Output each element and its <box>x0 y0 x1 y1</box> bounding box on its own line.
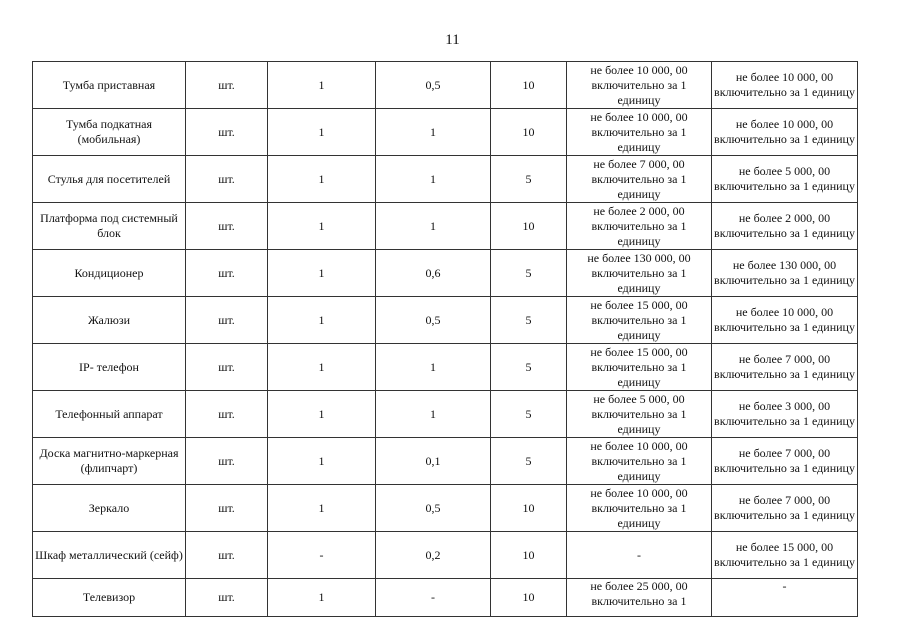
unit-cell-text: шт. <box>218 453 235 468</box>
service-life-cell <box>491 532 567 579</box>
quantity-cell-text: 1 <box>318 265 325 280</box>
unit-cell-text: шт. <box>218 590 235 604</box>
price-limit-cell-2-text: не более 7 000, 00 включительно за 1 единицу <box>714 446 855 475</box>
price-limit-cell-2-text: не более 10 000, 00 включительно за 1 единицу <box>714 117 855 146</box>
price-limit-cell-2 <box>712 579 858 617</box>
price-limit-cell-2 <box>712 62 858 109</box>
coefficient-cell <box>376 62 491 109</box>
service-life-cell <box>491 156 567 203</box>
item-name-cell-text: Зеркало <box>88 500 130 515</box>
price-limit-cell-2 <box>712 438 858 485</box>
item-name-cell-text: Кондиционер <box>74 265 144 280</box>
item-name-cell <box>33 438 186 485</box>
service-life-cell-text: 5 <box>525 312 532 327</box>
unit-cell-text: шт. <box>218 77 235 92</box>
unit-cell <box>186 109 268 156</box>
item-name-cell-text: Тумба подкатная (мобильная) <box>66 117 152 146</box>
coefficient-cell-text: 1 <box>430 359 436 374</box>
service-life-cell <box>491 391 567 438</box>
quantity-cell-text: 1 <box>318 500 325 515</box>
item-name-cell <box>33 62 186 109</box>
table-row <box>33 250 858 297</box>
price-limit-cell-1-text: не более 10 000, 00 включительно за 1 единицу <box>590 62 688 107</box>
unit-cell-text: шт. <box>218 312 235 327</box>
coefficient-cell-text: 0,2 <box>425 547 441 562</box>
quantity-cell-text: 1 <box>318 312 325 327</box>
unit-cell <box>186 156 268 203</box>
price-limit-cell-2 <box>712 344 858 391</box>
price-limit-cell-2 <box>712 532 858 579</box>
service-life-cell <box>491 344 567 391</box>
price-limit-cell-1 <box>567 156 712 203</box>
coefficient-cell-text: 0,5 <box>425 500 441 515</box>
price-limit-cell-2-text: не более 15 000, 00 включительно за 1 единицу <box>714 540 855 569</box>
coefficient-cell-text: 1 <box>430 171 436 186</box>
unit-cell-text: шт. <box>218 265 235 280</box>
service-life-cell <box>491 485 567 532</box>
price-limit-cell-2-text: не более 3 000, 00 включительно за 1 единицу <box>714 399 855 428</box>
quantity-cell <box>268 250 376 297</box>
price-limit-cell-1-text: - <box>637 547 641 562</box>
item-name-cell <box>33 250 186 297</box>
item-name-cell <box>33 344 186 391</box>
price-limit-cell-1-text: не более 5 000, 00 включительно за 1 единицу <box>591 391 687 436</box>
price-limit-cell-2-text: не более 130 000, 00 включительно за 1 единицу <box>714 258 855 287</box>
quantity-cell <box>268 203 376 250</box>
table-row <box>33 438 858 485</box>
coefficient-cell-text: 1 <box>430 124 436 139</box>
price-limit-cell-1-text: не более 130 000, 00 включительно за 1 единицу <box>587 250 691 295</box>
item-name-cell <box>33 485 186 532</box>
service-life-cell-text: 5 <box>525 265 532 280</box>
quantity-cell-text: 1 <box>318 359 325 374</box>
quantity-cell <box>268 156 376 203</box>
price-limit-cell-1 <box>567 250 712 297</box>
price-limit-cell-1-text: не более 25 000, 00 включительно за 1 <box>590 579 688 608</box>
coefficient-cell <box>376 203 491 250</box>
quantity-cell <box>268 532 376 579</box>
item-name-cell <box>33 297 186 344</box>
quantity-cell <box>268 579 376 617</box>
service-life-cell <box>491 109 567 156</box>
price-limit-cell-2-text: не более 7 000, 00 включительно за 1 единицу <box>714 493 855 522</box>
item-name-cell <box>33 109 186 156</box>
coefficient-cell <box>376 156 491 203</box>
unit-cell <box>186 344 268 391</box>
unit-cell <box>186 297 268 344</box>
price-limit-cell-2 <box>712 109 858 156</box>
price-limit-cell-1 <box>567 297 712 344</box>
service-life-cell-text: 10 <box>522 500 535 515</box>
item-name-cell-text: Доска магнитно-маркерная (флипчарт) <box>39 446 179 475</box>
table-row <box>33 203 858 250</box>
service-life-cell-text: 10 <box>522 547 535 562</box>
item-name-cell <box>33 579 186 617</box>
coefficient-cell <box>376 297 491 344</box>
service-life-cell <box>491 297 567 344</box>
table-row <box>33 62 858 109</box>
service-life-cell <box>491 62 567 109</box>
price-limit-cell-1-text: не более 10 000, 00 включительно за 1 единицу <box>590 438 688 483</box>
quantity-cell-text: - <box>319 547 324 562</box>
item-name-cell-text: Платформа под системный блок <box>40 211 178 240</box>
quantity-cell <box>268 62 376 109</box>
item-name-cell <box>33 203 186 250</box>
coefficient-cell-text: 0,1 <box>425 453 441 468</box>
unit-cell <box>186 438 268 485</box>
price-limit-cell-2 <box>712 297 858 344</box>
unit-cell <box>186 579 268 617</box>
table-row <box>33 109 858 156</box>
price-limit-cell-2-text: - <box>782 579 787 593</box>
price-limit-cell-1-text: не более 15 000, 00 включительно за 1 единицу <box>590 344 688 389</box>
item-name-cell-text: Шкаф металлический (сейф) <box>35 547 183 562</box>
coefficient-cell-text: 0,6 <box>425 265 441 280</box>
coefficient-cell <box>376 532 491 579</box>
price-limit-cell-2 <box>712 203 858 250</box>
price-limit-cell-2 <box>712 156 858 203</box>
item-name-cell <box>33 156 186 203</box>
unit-cell-text: шт. <box>218 171 235 186</box>
table-row <box>33 485 858 532</box>
table-row <box>33 391 858 438</box>
price-limit-cell-1-text: не более 10 000, 00 включительно за 1 единицу <box>590 485 688 530</box>
table-row <box>33 344 858 391</box>
service-life-cell <box>491 203 567 250</box>
quantity-cell <box>268 109 376 156</box>
price-limit-cell-2-text: не более 2 000, 00 включительно за 1 единицу <box>714 211 855 240</box>
unit-cell-text: шт. <box>218 218 235 233</box>
price-limit-cell-1 <box>567 62 712 109</box>
unit-cell <box>186 485 268 532</box>
unit-cell-text: шт. <box>218 547 235 562</box>
service-life-cell-text: 5 <box>525 406 532 421</box>
coefficient-cell <box>376 250 491 297</box>
coefficient-cell <box>376 438 491 485</box>
unit-cell <box>186 62 268 109</box>
service-life-cell-text: 10 <box>522 124 535 139</box>
price-limit-cell-1 <box>567 344 712 391</box>
coefficient-cell-text: 1 <box>430 406 436 421</box>
table-row <box>33 532 858 579</box>
unit-cell <box>186 203 268 250</box>
quantity-cell <box>268 391 376 438</box>
coefficient-cell <box>376 485 491 532</box>
unit-cell <box>186 250 268 297</box>
unit-cell-text: шт. <box>218 500 235 515</box>
item-name-cell-text: Телефонный аппарат <box>55 406 163 421</box>
quantity-cell-text: 1 <box>318 77 325 92</box>
coefficient-cell-text: 0,5 <box>425 312 441 327</box>
quantity-cell-text: 1 <box>318 453 325 468</box>
quantity-cell-text: 1 <box>318 218 325 233</box>
price-limit-cell-1 <box>567 485 712 532</box>
unit-cell-text: шт. <box>218 359 235 374</box>
service-life-cell-text: 10 <box>522 77 535 92</box>
coefficient-cell-text: - <box>431 590 435 604</box>
price-limit-cell-1 <box>567 203 712 250</box>
price-limit-cell-2-text: не более 10 000, 00 включительно за 1 единицу <box>714 70 855 99</box>
service-life-cell <box>491 579 567 617</box>
coefficient-cell <box>376 391 491 438</box>
quantity-cell-text: 1 <box>318 171 325 186</box>
item-name-cell <box>33 391 186 438</box>
item-name-cell <box>33 532 186 579</box>
item-name-cell-text: Тумба приставная <box>62 77 156 92</box>
service-life-cell-text: 10 <box>522 590 535 604</box>
price-limit-cell-2 <box>712 250 858 297</box>
quantity-cell-text: 1 <box>318 406 325 421</box>
service-life-cell <box>491 438 567 485</box>
unit-cell <box>186 532 268 579</box>
price-limit-cell-1 <box>567 109 712 156</box>
service-life-cell-text: 5 <box>525 171 532 186</box>
price-limit-cell-1 <box>567 438 712 485</box>
equipment-norms-table <box>32 61 858 617</box>
price-limit-cell-2 <box>712 485 858 532</box>
price-limit-cell-2-text: не более 7 000, 00 включительно за 1 единицу <box>714 352 855 381</box>
service-life-cell-text: 5 <box>525 359 532 374</box>
price-limit-cell-1-text: не более 7 000, 00 включительно за 1 единицу <box>591 156 687 201</box>
service-life-cell <box>491 250 567 297</box>
price-limit-cell-2 <box>712 391 858 438</box>
coefficient-cell <box>376 344 491 391</box>
coefficient-cell-text: 1 <box>430 218 436 233</box>
quantity-cell <box>268 297 376 344</box>
quantity-cell-text: 1 <box>318 590 325 604</box>
coefficient-cell-text: 0,5 <box>425 77 441 92</box>
item-name-cell-text: Стулья для посетителей <box>47 171 171 186</box>
service-life-cell-text: 5 <box>525 453 532 468</box>
item-name-cell-text: Жалюзи <box>88 312 130 327</box>
table-row <box>33 579 858 617</box>
item-name-cell-text: IP- телефон <box>79 359 139 374</box>
quantity-cell-text: 1 <box>318 124 325 139</box>
coefficient-cell <box>376 109 491 156</box>
coefficient-cell <box>376 579 491 617</box>
unit-cell-text: шт. <box>218 406 235 421</box>
quantity-cell <box>268 438 376 485</box>
price-limit-cell-2-text: не более 10 000, 00 включительно за 1 единицу <box>714 305 855 334</box>
service-life-cell-text: 10 <box>522 218 535 233</box>
price-limit-cell-1 <box>567 391 712 438</box>
unit-cell-text: шт. <box>218 124 235 139</box>
quantity-cell <box>268 485 376 532</box>
price-limit-cell-1 <box>567 579 712 617</box>
price-limit-cell-1 <box>567 532 712 579</box>
table-row <box>33 297 858 344</box>
price-limit-cell-2-text: не более 5 000, 00 включительно за 1 единицу <box>714 164 855 193</box>
quantity-cell <box>268 344 376 391</box>
price-limit-cell-1-text: не более 10 000, 00 включительно за 1 единицу <box>590 109 688 154</box>
price-limit-cell-1-text: не более 15 000, 00 включительно за 1 единицу <box>590 297 688 342</box>
unit-cell <box>186 391 268 438</box>
table-row <box>33 156 858 203</box>
item-name-cell-text: Телевизор <box>82 590 136 604</box>
page-number: 11 <box>445 32 460 48</box>
price-limit-cell-1-text: не более 2 000, 00 включительно за 1 единицу <box>591 203 687 248</box>
